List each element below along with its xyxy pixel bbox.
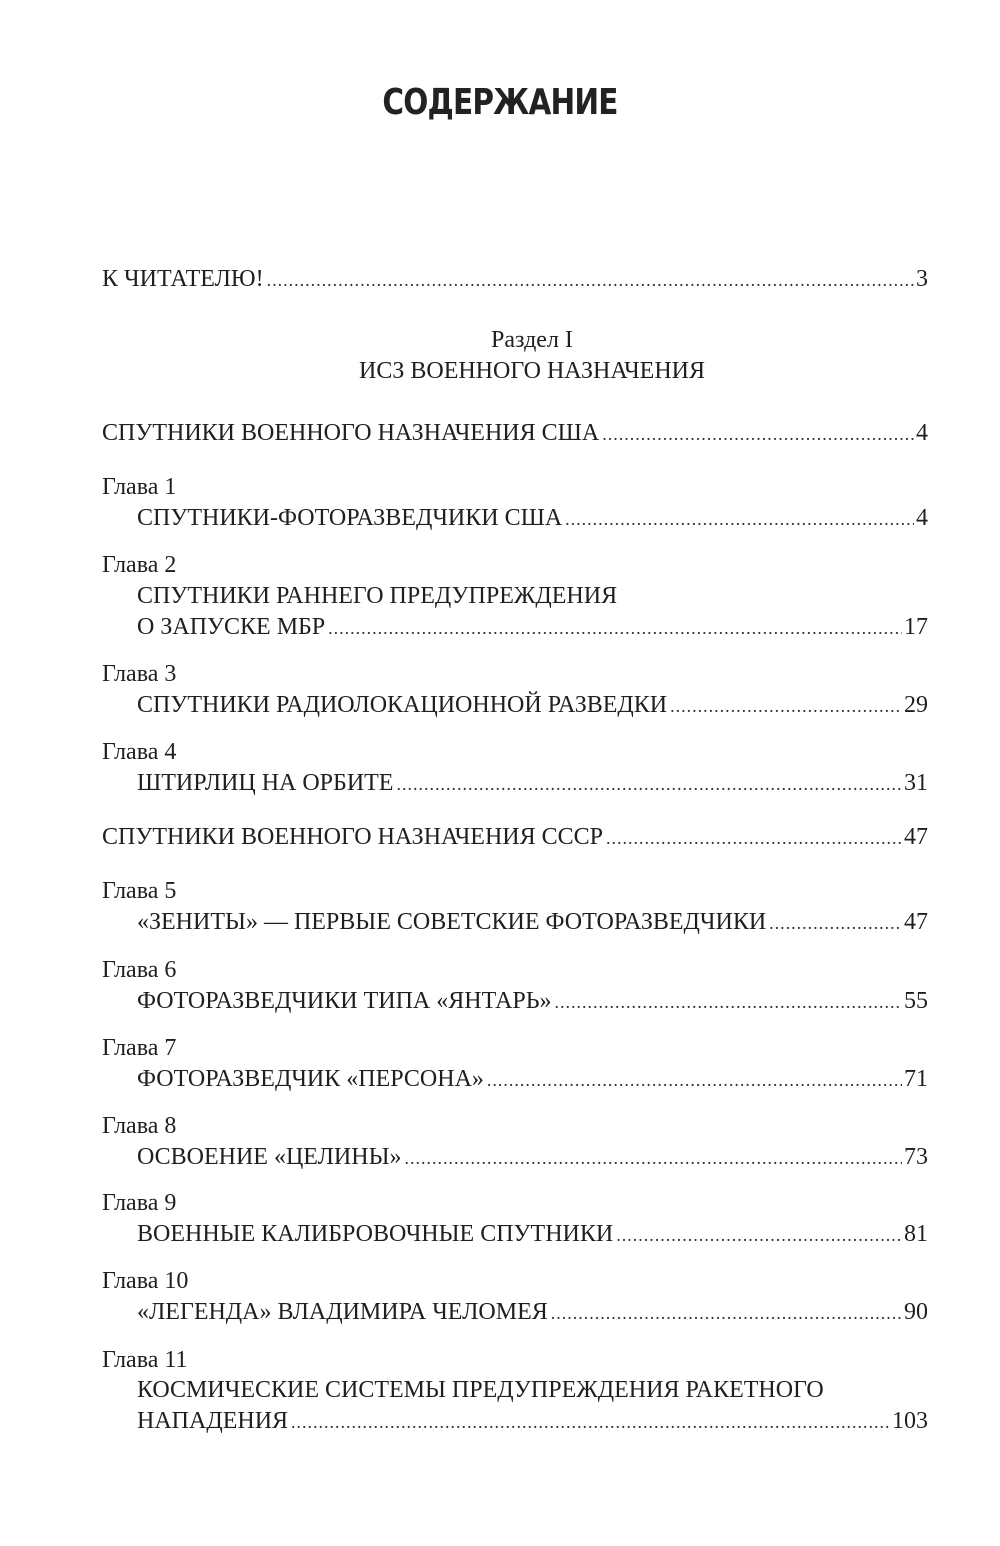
toc-entry-intro xyxy=(0,262,1000,296)
dot-leader xyxy=(405,1141,902,1175)
toc-page-number: 31 xyxy=(904,770,928,796)
toc-entry-title: ВОЕННЫЕ КАЛИБРОВОЧНЫЕ СПУТНИКИ xyxy=(137,1221,614,1247)
toc-entry-title: ШТИРЛИЦ НА ОРБИТЕ xyxy=(137,770,394,796)
dot-leader xyxy=(616,1218,902,1252)
toc-entry-title-line: КОСМИЧЕСКИЕ СИСТЕМЫ ПРЕДУПРЕЖДЕНИЯ РАКЕТНОГО xyxy=(137,1377,824,1403)
toc-page-number: 55 xyxy=(904,988,928,1014)
toc-page-number: 71 xyxy=(904,1066,928,1092)
toc-page-number: 73 xyxy=(904,1144,928,1170)
toc-entry-title: О ЗАПУСКЕ МБР xyxy=(137,614,326,640)
toc-page-number: 47 xyxy=(904,824,928,850)
toc-entry-title: «ЛЕГЕНДА» ВЛАДИМИРА ЧЕЛОМЕЯ xyxy=(137,1299,548,1325)
toc-page-number: 81 xyxy=(904,1221,928,1247)
toc-entry-title: ОСВОЕНИЕ «ЦЕЛИНЫ» xyxy=(137,1144,402,1170)
toc-part-usa xyxy=(0,416,1000,450)
chapter-label: Глава 3 xyxy=(102,661,177,687)
page-title: СОДЕРЖАНИЕ xyxy=(382,82,618,123)
toc-entry-title: СПУТНИКИ РАДИОЛОКАЦИОННОЙ РАЗВЕДКИ xyxy=(137,692,668,718)
toc-entry-chapter-8 xyxy=(0,1140,1000,1174)
dot-leader xyxy=(291,1405,890,1439)
dot-leader xyxy=(551,1296,902,1330)
dot-leader xyxy=(396,767,902,801)
toc-part-ussr xyxy=(0,820,1000,854)
toc-entry-title: ФОТОРАЗВЕДЧИКИ ТИПА «ЯНТАРЬ» xyxy=(137,988,552,1014)
dot-leader xyxy=(328,611,902,645)
dot-leader xyxy=(555,985,902,1019)
dot-leader xyxy=(602,417,914,451)
chapter-label: Глава 6 xyxy=(102,957,177,983)
toc-entry-title: СПУТНИКИ ВОЕННОГО НАЗНАЧЕНИЯ СССР xyxy=(102,824,604,850)
toc-page-number: 47 xyxy=(904,909,928,935)
chapter-label: Глава 1 xyxy=(102,474,177,500)
toc-entry-chapter-5 xyxy=(0,905,1000,939)
toc-entry-title: ФОТОРАЗВЕДЧИК «ПЕРСОНА» xyxy=(137,1066,484,1092)
toc-page-number: 3 xyxy=(916,266,928,292)
dot-leader xyxy=(267,263,914,297)
toc-entry-chapter-3 xyxy=(0,688,1000,722)
toc-entry-chapter-6 xyxy=(0,984,1000,1018)
toc-entry-title: СПУТНИКИ ВОЕННОГО НАЗНАЧЕНИЯ США xyxy=(102,420,600,446)
dot-leader xyxy=(606,821,902,855)
toc-page-number: 103 xyxy=(892,1408,928,1434)
toc-entry-title: К ЧИТАТЕЛЮ! xyxy=(102,266,264,292)
toc-entry-title: СПУТНИКИ-ФОТОРАЗВЕДЧИКИ США xyxy=(137,505,563,531)
dot-leader xyxy=(487,1063,902,1097)
dot-leader xyxy=(769,906,902,940)
chapter-label: Глава 5 xyxy=(102,878,177,904)
dot-leader xyxy=(670,689,902,723)
toc-entry-chapter-9 xyxy=(0,1217,1000,1251)
chapter-label: Глава 2 xyxy=(102,552,177,578)
toc-entry-chapter-1 xyxy=(0,501,1000,535)
toc-page-number: 17 xyxy=(904,614,928,640)
chapter-label: Глава 4 xyxy=(102,739,177,765)
toc-page-number: 4 xyxy=(916,420,928,446)
chapter-label: Глава 11 xyxy=(102,1347,188,1373)
chapter-label: Глава 9 xyxy=(102,1190,177,1216)
toc-entry-chapter-2 xyxy=(0,610,1000,644)
dot-leader xyxy=(565,502,914,536)
toc-entry-title-line: СПУТНИКИ РАННЕГО ПРЕДУПРЕЖДЕНИЯ xyxy=(137,583,618,609)
toc-entry-chapter-4 xyxy=(0,766,1000,800)
section-label: Раздел I xyxy=(491,327,573,353)
toc-entry-chapter-11 xyxy=(0,1404,1000,1438)
toc-page-number: 4 xyxy=(916,505,928,531)
toc-entry-title: «ЗЕНИТЫ» — ПЕРВЫЕ СОВЕТСКИЕ ФОТОРАЗВЕДЧИКИ xyxy=(137,909,767,935)
chapter-label: Глава 7 xyxy=(102,1035,177,1061)
toc-entry-chapter-7 xyxy=(0,1062,1000,1096)
toc-page-number: 90 xyxy=(904,1299,928,1325)
toc-entry-chapter-10 xyxy=(0,1295,1000,1329)
toc-page-number: 29 xyxy=(904,692,928,718)
section-title: ИСЗ ВОЕННОГО НАЗНАЧЕНИЯ xyxy=(358,358,705,384)
toc-entry-title: НАПАДЕНИЯ xyxy=(137,1408,289,1434)
chapter-label: Глава 10 xyxy=(102,1268,189,1294)
chapter-label: Глава 8 xyxy=(102,1113,177,1139)
